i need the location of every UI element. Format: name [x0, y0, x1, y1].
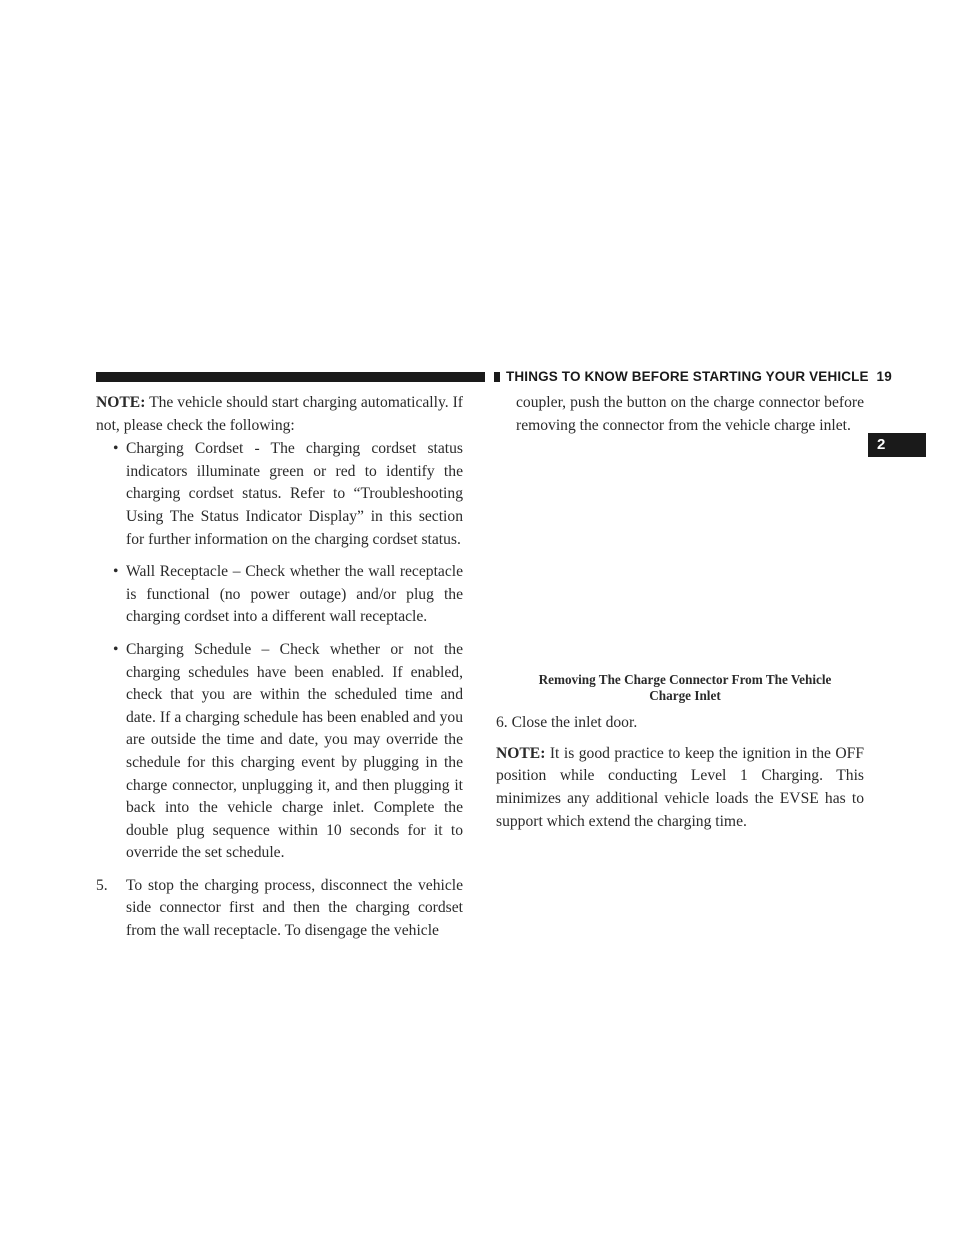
caption-line-1: Removing The Charge Connector From The Vehicle [538, 672, 832, 688]
chapter-tab[interactable]: 2 [868, 433, 926, 457]
bullet-item-wall-receptacle [96, 561, 463, 629]
figure-placeholder [496, 437, 864, 672]
figure-caption [496, 672, 864, 704]
page-number: 19 [876, 369, 892, 384]
bullet-text: Charging Schedule – Check whether or not the charging schedules have been enabled. If enabled, check that you are within the scheduled time and date. If a charging schedule has been enabled and you are outside the time and date, you may override the schedule for this charging event by plugging in the charge connector, unplugging it, and then plugging it back into the vehicle charge inlet. Complete the double plug sequence within 10 seconds for it to override the set schedule. [126, 640, 463, 862]
step-5-continued: coupler, push the button on the charge connector before removing the connector from the vehicle charge inlet. [516, 394, 864, 434]
bullet-icon: • [113, 440, 119, 458]
note-label: NOTE: [96, 394, 146, 411]
running-header [500, 368, 892, 386]
note-text: It is good practice to keep the ignition in the OFF position while conducting Level 1 Charging. This minimizes any additional vehicle loads the EVSE has to support which extend the charging time. [496, 744, 864, 830]
step-number: 6. [496, 714, 508, 732]
section-title: THINGS TO KNOW BEFORE STARTING YOUR VEHICLE [506, 369, 869, 384]
note-text: The vehicle should start charging automatically. If not, please check the following: [96, 394, 463, 434]
step-number: 5. [96, 876, 108, 894]
right-column [496, 392, 864, 833]
note-paragraph-2 [496, 743, 864, 833]
bullet-text: Wall Receptacle – Check whether the wall receptacle is functional (no power outage) and/or plug the charging cordset into a different wall receptacle. [126, 563, 463, 626]
caption-line-2: Charge Inlet [649, 688, 721, 704]
bullet-item-charging-schedule [96, 639, 463, 865]
bullet-icon: • [113, 563, 119, 581]
header-rule-left [96, 372, 485, 382]
note-paragraph [96, 392, 463, 437]
step-6 [496, 712, 864, 735]
bullet-text: Charging Cordset - The charging cordset status indicators illuminate green or red to identify the charging cordset status. Refer to “Troubleshooting Using The Status Indicator Display” in this section for further information on the charging cordset status. [126, 440, 463, 548]
note-label: NOTE: [496, 744, 546, 762]
bullet-item-charging-cordset [96, 438, 463, 551]
step-5 [96, 875, 463, 943]
step-text: To stop the charging process, disconnect the vehicle side connector first and then the charging cordset from the wall receptacle. To disengage the vehicle [126, 876, 463, 940]
left-column [96, 392, 463, 943]
step-text: Close the inlet door. [511, 714, 638, 732]
bullet-icon: • [113, 640, 119, 658]
